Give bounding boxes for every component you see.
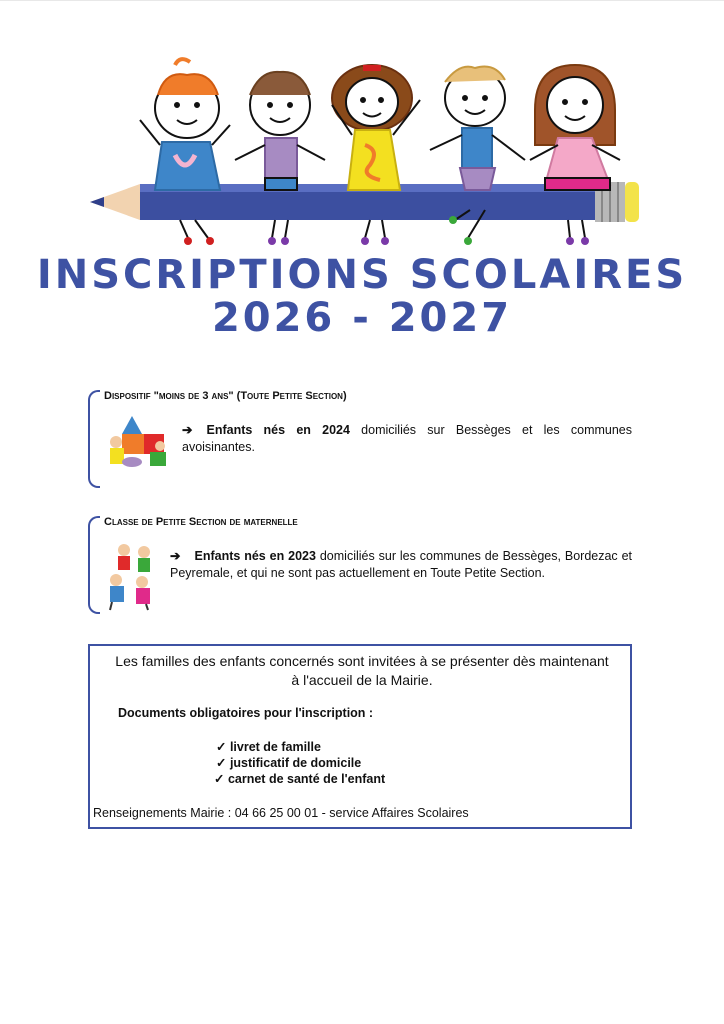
contact-info: Renseignements Mairie : 04 66 25 00 01 - service Affaires Scolaires	[93, 806, 469, 820]
documents-title: Documents obligatoires pour l'inscription :	[118, 706, 374, 720]
kids-on-pencil-illustration	[80, 50, 650, 255]
eligibility-text: domiciliés sur les communes de Bessèges, Bordezac et Peyremale, et qui ne sont pas actuellement en Toute Petite Section.	[170, 549, 632, 580]
main-title-line1: INSCRIPTIONS SCOLAIRES	[36, 252, 688, 298]
eligibility-text: domiciliés sur Bessèges et les communes avoisinantes.	[182, 423, 632, 454]
section-description	[182, 422, 632, 456]
section-bracket	[88, 390, 100, 488]
children-playing-illustration	[102, 540, 162, 612]
invitation-text	[90, 652, 634, 690]
page-top-edge	[0, 0, 724, 1]
birth-year-text: Enfants nés en 2023	[194, 549, 316, 563]
section-bracket	[88, 516, 100, 614]
info-box	[88, 644, 632, 829]
section-title: Dispositif "moins de 3 ans" (Toute Petite Section)	[104, 390, 347, 402]
document-item-justificatif: ✓ justificatif de domicile	[216, 756, 362, 770]
document-item-livret: ✓ livret de famille	[216, 740, 321, 754]
arrow-icon: ➔	[182, 423, 193, 437]
section-toute-petite-section	[88, 384, 634, 486]
invitation-line-1: Les familles des enfants concernés sont invitées à se présenter dès maintenant	[115, 653, 609, 669]
section-title: Classe de Petite Section de maternelle	[104, 516, 298, 528]
blocks-kids-illustration	[102, 412, 174, 470]
arrow-icon: ➔	[170, 549, 181, 563]
main-title-line2: 2026 - 2027	[211, 295, 513, 341]
section-petite-section	[88, 512, 634, 612]
section-description	[170, 548, 632, 582]
document-item-carnet: ✓ carnet de santé de l'enfant	[214, 772, 386, 786]
birth-year-text: Enfants nés en 2024	[206, 423, 350, 437]
invitation-line-2: à l'accueil de la Mairie.	[291, 672, 433, 688]
